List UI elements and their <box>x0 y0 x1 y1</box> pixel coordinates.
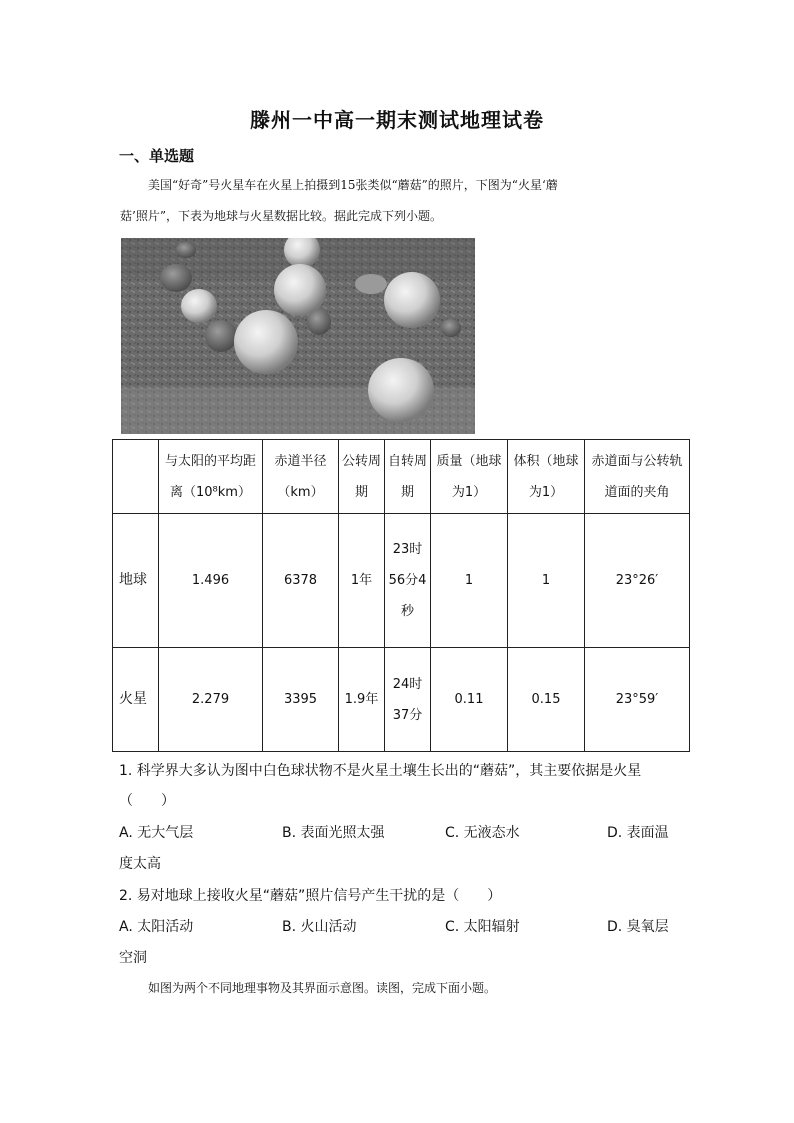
table-row <box>113 648 690 752</box>
table-cell: 6378 <box>263 514 339 648</box>
intro-line-2: 菇’照片”，下表为地球与火星数据比较。据此完成下列小题。 <box>120 209 442 223</box>
row-label-mars: 火星 <box>113 648 159 752</box>
question-1-blank: （ ） <box>119 793 175 809</box>
table-row <box>113 514 690 648</box>
header-cell: 体积（地球为1） <box>508 440 585 514</box>
header-cell <box>113 440 159 514</box>
table-cell: 0.15 <box>508 648 585 752</box>
q2-option-b: B. 火山活动 <box>282 919 357 935</box>
intro-line-1: 美国“好奇”号火星车在火星上拍摄到15张类似“蘑菇”的照片，下图为“火星‘蘑 <box>148 178 558 192</box>
header-cell: 公转周期 <box>339 440 385 514</box>
table-cell: 1 <box>431 514 508 648</box>
q2-option-c: C. 太阳辐射 <box>445 919 520 935</box>
earth-mars-comparison-table <box>112 439 690 752</box>
table-cell: 24时37分 <box>385 648 431 752</box>
q1-option-d: D. 表面温 <box>607 825 669 841</box>
table-cell: 1.9年 <box>339 648 385 752</box>
section-heading: 一、单选题 <box>119 147 195 165</box>
table-cell: 1.496 <box>159 514 263 648</box>
table-cell: 23时56分4秒 <box>385 514 431 648</box>
next-question-intro: 如图为两个不同地理事物及其界面示意图。读图，完成下面小题。 <box>148 981 497 995</box>
table-cell: 23°59′ <box>585 648 690 752</box>
header-cell: 与太阳的平均距离（10⁸km） <box>159 440 263 514</box>
header-cell: 赤道半径（km） <box>263 440 339 514</box>
header-cell: 自转周期 <box>385 440 431 514</box>
table-cell: 2.279 <box>159 648 263 752</box>
q2-option-d: D. 臭氧层 <box>607 919 669 935</box>
q1-option-b: B. 表面光照太强 <box>282 825 385 841</box>
q1-option-c: C. 无液态水 <box>445 825 520 841</box>
table-cell: 3395 <box>263 648 339 752</box>
page-title: 滕州一中高一期末测试地理试卷 <box>250 108 544 132</box>
q1-option-a: A. 无大气层 <box>119 825 194 841</box>
mars-mushroom-photo <box>121 238 475 434</box>
table-cell: 23°26′ <box>585 514 690 648</box>
row-label-earth: 地球 <box>113 514 159 648</box>
table-cell: 1 <box>508 514 585 648</box>
question-2-stem: 2. 易对地球上接收火星“蘑菇”照片信号产生干扰的是（ ） <box>119 888 502 904</box>
question-1-stem: 1. 科学界大多认为图中白色球状物不是火星土壤生长出的“蘑菇”，其主要依据是火星 <box>119 763 642 779</box>
header-cell: 质量（地球为1） <box>431 440 508 514</box>
q1-option-d-continued: 度太高 <box>119 856 161 872</box>
q2-option-d-continued: 空洞 <box>119 950 147 966</box>
header-cell: 赤道面与公转轨道面的夹角 <box>585 440 690 514</box>
q2-option-a: A. 太阳活动 <box>119 919 194 935</box>
table-header-row <box>113 440 690 514</box>
table-cell: 0.11 <box>431 648 508 752</box>
table-cell: 1年 <box>339 514 385 648</box>
